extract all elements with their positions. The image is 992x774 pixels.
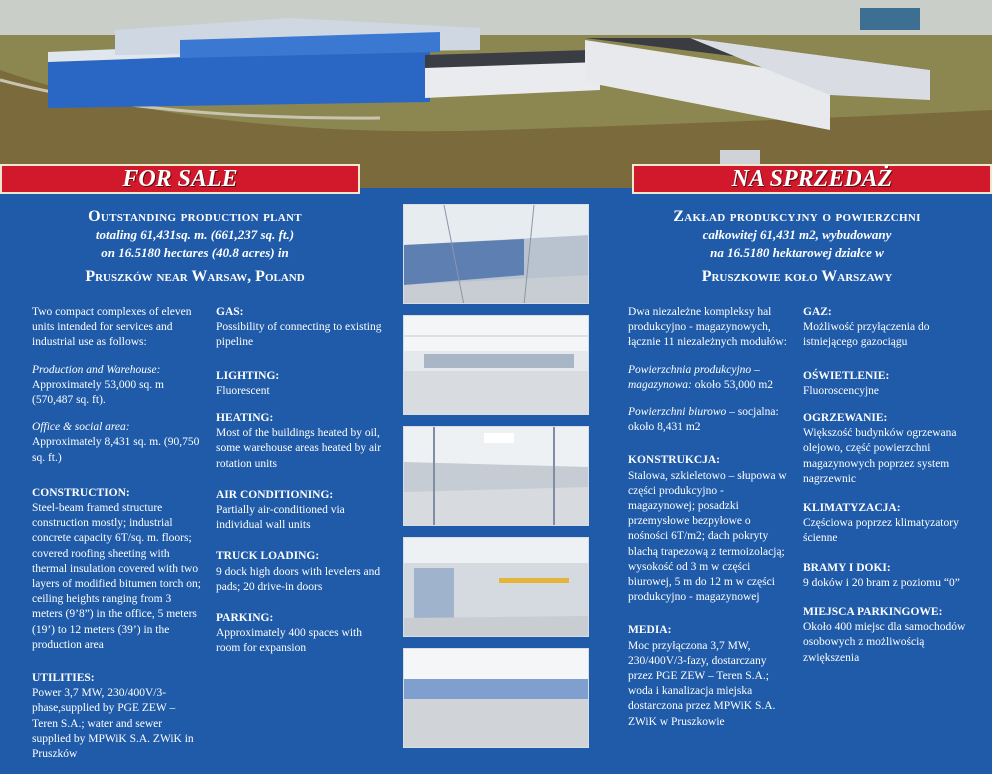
polish-location: Pruszkowie koło Warszawy	[701, 268, 893, 285]
polish-parking-block	[803, 605, 978, 666]
polish-heating-label: OGRZEWANIE:	[803, 412, 888, 425]
english-ac-value: Partially air-conditioned via individual wall units	[216, 504, 345, 532]
english-truck-label: TRUCK LOADING:	[216, 550, 320, 563]
interior-photo-3	[403, 426, 589, 526]
interior-photo-1	[403, 204, 589, 304]
polish-truck-label: BRAMY I DOKI:	[803, 561, 891, 574]
aerial-photo	[0, 0, 992, 188]
polish-construction-block	[628, 453, 793, 605]
english-title: Outstanding production plant	[88, 208, 302, 225]
english-heating-value: Most of the buildings heated by oil, some warehouse areas heated by air rotation units	[216, 427, 382, 470]
english-ac-label: AIR CONDITIONING:	[216, 488, 334, 501]
english-office-value: Approximately 8,431 sq. m. (90,750 sq. ft.)	[32, 436, 200, 464]
polish-truck-value: 9 doków i 20 bram z poziomu “0”	[803, 576, 960, 589]
polish-lighting-value: Fluoroscencyjne	[803, 384, 880, 397]
english-gas-block	[216, 305, 386, 351]
english-ac-block	[216, 488, 386, 534]
polish-media-value: Moc przyłączona 3,7 MW, 230/400V/3-fazy, dostarczany przez PGE ZEW – Teren S.A.; woda i kanalizacja miejska dostarczona przez MPWiK S.A. ZWiK w Pruszkowie	[628, 639, 776, 728]
polish-lighting-label: OŚWIETLENIE:	[803, 369, 890, 382]
polish-ac-value: Częściowa poprzez klimatyzatory ścienne	[803, 517, 959, 545]
english-heating-label: HEATING:	[216, 412, 274, 425]
polish-ac-label: KLIMATYZACJA:	[803, 502, 901, 515]
polish-office-block	[628, 405, 793, 435]
english-construction-label: CONSTRUCTION:	[32, 486, 130, 499]
english-construction-value: Steel-beam framed structure construction mostly; industrial concrete capacity 6T/sq. m. floors; covered roofing sheeting with thermal insulation covered with two layers of modified bitumen torch on; ceiling heights ranging from 3 meters (9’8”) in the office, 5 meters (19’) to 12 meters (39’) in the production area	[32, 502, 201, 651]
english-parking-label: PARKING:	[216, 612, 274, 625]
polish-subline-2: na 16.5180 hektarowej działce w	[710, 245, 884, 260]
polish-media-label: MEDIA:	[628, 624, 672, 637]
interior-photo-4	[403, 537, 589, 637]
polish-intro: Dwa niezależne kompleksy hal produkcyjno - magazynowych, łącznie 11 niezależnych modułów:	[628, 306, 787, 349]
english-utilities-value: Power 3,7 MW, 230/400V/3-phase,supplied by PGE ZEW – Teren S.A.; water and sewer supplied by MPWiK S.A. ZWiK in Pruszków	[32, 687, 194, 761]
polish-office-label: Powierzchni biurowo	[628, 406, 727, 419]
polish-production-block	[628, 363, 793, 393]
english-lighting-block	[216, 369, 386, 399]
polish-gas-label: GAZ:	[803, 306, 832, 318]
polish-column-1	[628, 305, 793, 742]
polish-title: Zakład produkcyjny o powierzchni	[673, 208, 921, 225]
english-gas-label: GAS:	[216, 306, 244, 318]
polish-heating-value: Większość budynków ogrzewana olejowo, część powierzchni magazynowych poprzez system nagrzewnic	[803, 427, 957, 485]
english-production-label: Production and Warehouse:	[32, 363, 161, 376]
english-column-1	[32, 305, 202, 774]
polish-production-label: Powierzchnia produkcyjno – magazynowa:	[628, 363, 760, 391]
english-lighting-label: LIGHTING:	[216, 369, 280, 382]
polish-ac-block	[803, 501, 978, 547]
interior-photo-2	[403, 315, 589, 415]
english-subline-2: on 16.5180 hectares (40.8 acres) in	[101, 245, 289, 260]
english-lighting-value: Fluorescent	[216, 384, 270, 397]
polish-office-value: – socjalna: około 8,431 m2	[628, 406, 779, 434]
english-subline-1: totaling 61,431sq. m. (661,237 sq. ft.)	[95, 227, 295, 242]
for-sale-banner: FOR SALE	[0, 164, 360, 194]
english-parking-value: Approximately 400 spaces with room for expansion	[216, 627, 362, 655]
english-utilities-label: UTILITIES:	[32, 672, 95, 685]
english-construction-block	[32, 486, 202, 653]
english-office-block	[32, 420, 202, 466]
english-truck-value: 9 dock high doors with levelers and pads; 20 drive-in doors	[216, 565, 381, 593]
polish-parking-value: Około 400 miejsc dla samochodów osobowych z możliwością zwiększenia	[803, 621, 966, 664]
english-gas-value: Possibility of connecting to existing pipeline	[216, 321, 382, 349]
polish-subline-1: całkowitej 61,431 m2, wybudowany	[702, 227, 892, 242]
polish-construction-label: KONSTRUKCJA:	[628, 454, 721, 467]
polish-gas-value: Możliwość przyłączenia do istniejącego gazociągu	[803, 321, 930, 349]
polish-construction-value: Stalowa, szkieletowo – słupowa w części produkcyjno - magazynowej; posadzki przemysłowe bezpyłowe o nośności 6T/m2; dach pokryty blachą trapezową z termoizolacją; wysokość od 3 m w części biurowej, 5 m do 12 m w części produkcyjno - magazynowej	[628, 469, 787, 604]
polish-heading	[622, 208, 972, 286]
polish-media-block	[628, 623, 793, 729]
interior-photo-5	[403, 648, 589, 748]
na-sprzedaz-banner: NA SPRZEDAŻ	[632, 164, 992, 194]
english-column-2	[216, 305, 386, 669]
english-utilities-block	[32, 671, 202, 762]
polish-column-2	[803, 305, 978, 678]
english-location: Pruszków near Warsaw, Poland	[85, 268, 305, 285]
polish-parking-label: MIEJSCA PARKINGOWE:	[803, 606, 943, 619]
english-production-block	[32, 363, 202, 409]
english-heading	[20, 208, 370, 286]
polish-lighting-block	[803, 369, 978, 399]
polish-gas-block	[803, 305, 978, 351]
polish-heating-block	[803, 411, 978, 487]
english-production-value: Approximately 53,000 sq. m (570,487 sq. ft).	[32, 378, 164, 407]
polish-truck-block	[803, 561, 978, 591]
english-truck-block	[216, 549, 386, 595]
english-intro: Two compact complexes of eleven units intended for services and industrial use as follows:	[32, 306, 192, 349]
english-office-label: Office & social area:	[32, 421, 130, 434]
english-heating-block	[216, 411, 386, 472]
english-parking-block	[216, 611, 386, 657]
polish-production-value: około 53,000 m2	[694, 378, 774, 391]
